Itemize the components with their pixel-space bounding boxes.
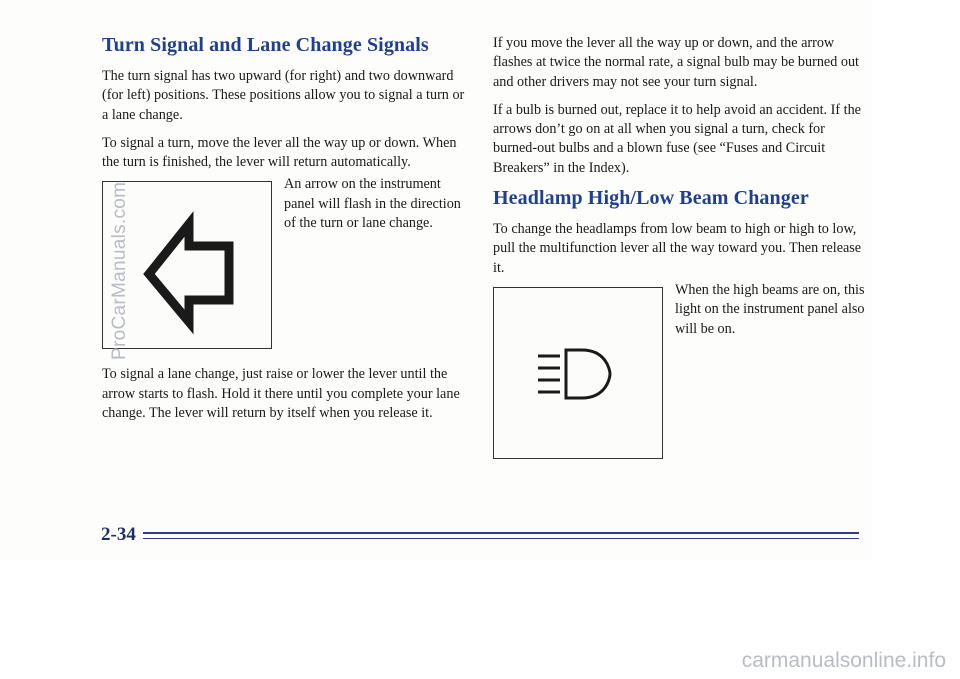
- lane-change-para: To signal a lane change, just raise or lower the lever until the arrow starts to flash. Hold it there until you complete your lane change. The lever will return by itself when you release it.: [102, 366, 460, 422]
- headlamp-para: To change the headlamps from low beam to high or high to low, pull the multifunction lever all the way toward you. Then release it.: [493, 221, 862, 276]
- page-number: 2-34: [101, 524, 136, 545]
- high-beam-figure: [493, 287, 663, 459]
- headlamp-heading: Headlamp High/Low Beam Changer: [493, 187, 809, 210]
- high-beam-figure-row: [493, 281, 865, 463]
- turn-arrow-figure-row: [102, 176, 472, 351]
- turn-signal-para-2: To signal a turn, move the lever all the way up or down. When the turn is finished, the lever will return automatically.: [102, 134, 457, 171]
- right-column: [493, 34, 863, 463]
- high-beam-caption: When the high beams are on, this light on the instrument panel also will be on.: [675, 281, 865, 337]
- side-watermark: ProCarManuals.com: [109, 181, 130, 360]
- left-column: [102, 34, 472, 432]
- high-beam-icon: [494, 288, 662, 458]
- turn-arrow-caption: An arrow on the instrument panel will flash in the direction of the turn or lane change.: [284, 176, 461, 232]
- bulb-out-para-1: If you move the lever all the way up or down, and the arrow flashes at twice the normal rate, a signal bulb may be burned out and other drivers may not see your turn signal.: [493, 35, 860, 90]
- turn-signal-para-1: The turn signal has two upward (for right) and two downward (for left) positions. These positions allow you to signal a turn or a lane change.: [102, 68, 465, 123]
- footer-rule-bottom: [143, 538, 859, 539]
- bottom-watermark: carmanualsonline.info: [741, 649, 946, 672]
- bulb-out-para-2: If a bulb is burned out, replace it to help avoid an accident. If the arrows don’t go on at all when you signal a turn, check for burned-out bulbs and a blown fuse (see “Fuses and Circuit Breakers” in the Index).: [493, 101, 861, 176]
- footer-rule-top: [143, 532, 859, 534]
- turn-signal-heading: Turn Signal and Lane Change Signals: [102, 34, 429, 56]
